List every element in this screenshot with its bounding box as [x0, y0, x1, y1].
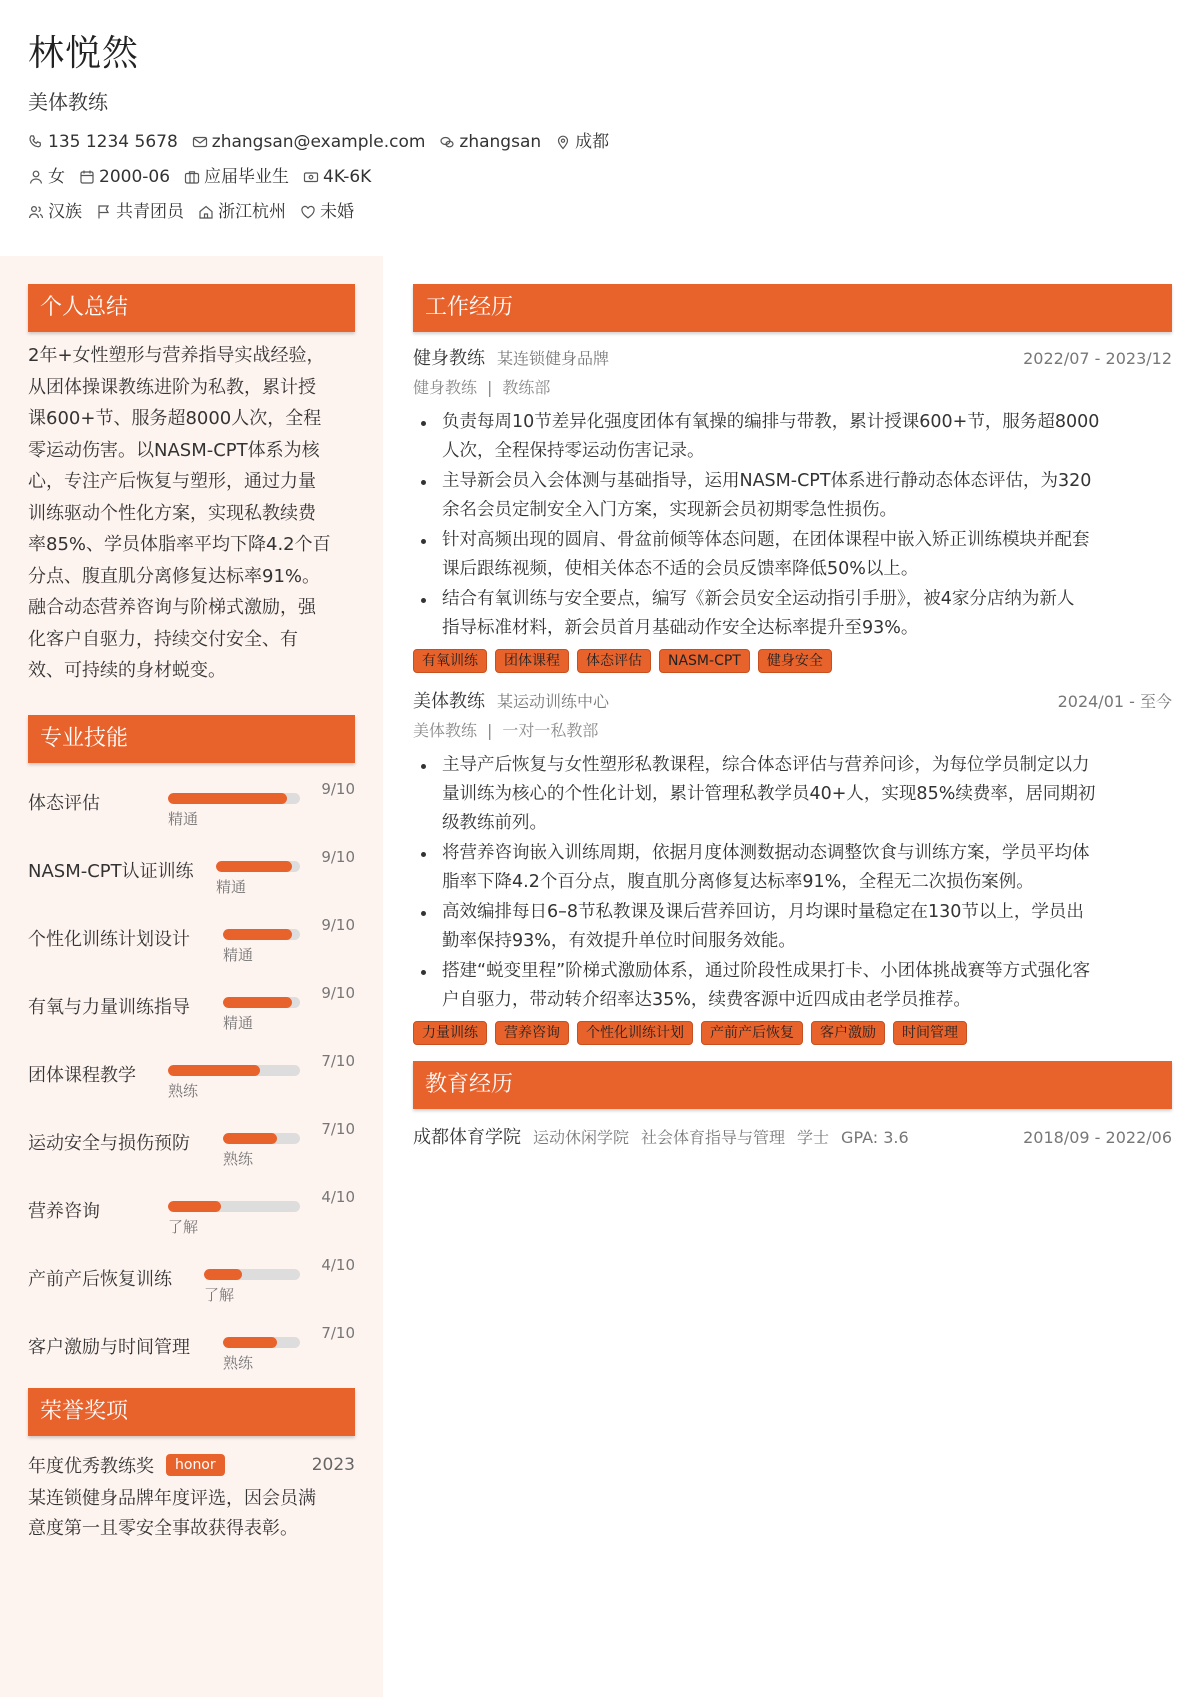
skill-item — [28, 771, 355, 839]
home-icon — [198, 204, 214, 220]
tag: 健身安全 — [758, 649, 832, 673]
summary-line: 课600+节、服务超8000人次，全程 — [28, 408, 322, 429]
summary-line: 融合动态营养咨询与阶梯式激励，强 — [28, 597, 316, 618]
bullet-item — [413, 751, 1172, 838]
skill-score: 9/10 — [321, 847, 355, 866]
resume-header — [28, 30, 1172, 224]
phone-icon — [28, 134, 44, 150]
money-icon — [303, 169, 319, 185]
bullet-line: 指导标准材料，新会员首月基础动作安全达标率提升至93%。 — [442, 618, 919, 638]
honor-row — [28, 1452, 355, 1478]
email-item — [192, 130, 426, 154]
bullet-item — [413, 467, 1172, 525]
briefcase-icon — [184, 169, 200, 185]
skill-level: 了解 — [168, 1217, 199, 1236]
skill-level: 熟练 — [223, 1353, 254, 1372]
skill-level: 熟练 — [168, 1081, 199, 1100]
summary-line: 分点、腹直肌分离修复达标率91%。 — [28, 565, 321, 587]
skill-name: NASM-CPT认证训练 — [28, 860, 194, 882]
candidate-name: 林悦然 — [28, 33, 140, 74]
skill-item — [28, 1111, 355, 1179]
skill-score: 7/10 — [321, 1051, 355, 1070]
bullet-line: 结合有氧训练与安全要点，编写《新会员安全运动指引手册》，被4家分店纳为新人 — [442, 589, 1075, 609]
bullet-line: 余名会员定制安全入门方案，实现新会员初期零急性损伤。 — [442, 500, 897, 520]
phone-text: 135 1234 5678 — [48, 132, 178, 152]
skill-name: 客户激励与时间管理 — [28, 1336, 190, 1358]
gender-text: 女 — [48, 167, 65, 187]
job-department: 一对一私教部 — [502, 721, 599, 740]
summary-section-title: 个人总结 — [28, 284, 355, 332]
bullet-line: 主导产后恢复与女性塑形私教课程，综合体态评估与营养问诊，为每位学员制定以力 — [442, 755, 1090, 775]
ethnicity-item — [28, 200, 82, 224]
skill-progress-bar — [216, 861, 300, 872]
bullet-line: 课后跟练视频，使相关体态不适的会员反馈率降低50%以上。 — [442, 559, 919, 579]
skill-progress-fill — [168, 1201, 221, 1212]
honors-section-title: 荣誉奖项 — [28, 1388, 355, 1436]
wechat-text: zhangsan — [459, 132, 542, 152]
skill-name: 团体课程教学 — [28, 1064, 136, 1086]
wechat-icon — [439, 134, 455, 150]
bullet-line: 户自驱力，带动转介绍率达35%，续费客源中近四成由老学员推荐。 — [442, 990, 971, 1010]
job-company: 某运动训练中心 — [497, 692, 610, 711]
bullet-item — [413, 585, 1172, 643]
skill-level: 了解 — [204, 1285, 235, 1304]
bullet-line: 脂率下降4.2个百分点，腹直肌分离修复达标率91%，全程无二次损伤案例。 — [442, 872, 1034, 892]
people-icon — [28, 204, 44, 220]
tag: 体态评估 — [577, 649, 651, 673]
skill-name: 运动安全与损伤预防 — [28, 1132, 190, 1154]
college-name: 运动休闲学院 — [533, 1128, 630, 1147]
work-entry — [413, 687, 1172, 1047]
skill-score: 7/10 — [321, 1323, 355, 1342]
job-position: 健身教练 — [413, 378, 478, 397]
person-icon — [28, 169, 44, 185]
summary-line: 从团体操课教练进阶为私教，累计授 — [28, 376, 316, 398]
skill-item — [28, 1315, 355, 1383]
skill-progress-fill — [223, 997, 292, 1008]
tag: 有氧训练 — [413, 649, 487, 673]
gender-item — [28, 165, 65, 189]
honor-description — [28, 1484, 355, 1544]
tag: 团体课程 — [495, 649, 569, 673]
bullet-line: 级教练前列。 — [442, 813, 547, 833]
ethnicity-text: 汉族 — [48, 202, 82, 222]
personal-info-row — [28, 165, 1172, 189]
skill-level: 精通 — [223, 1013, 254, 1032]
skill-score: 4/10 — [321, 1187, 355, 1206]
bullet-item — [413, 526, 1172, 584]
tag: NASM-CPT — [659, 649, 750, 673]
skills-list — [28, 771, 355, 1383]
tag: 产前产后恢复 — [701, 1021, 803, 1045]
skill-progress-bar — [168, 1201, 300, 1212]
job-role: 健身教练 — [413, 348, 485, 369]
job-department: 教练部 — [502, 378, 551, 397]
status-item — [184, 165, 289, 189]
summary-line: 零运动伤害。以NASM-CPT体系为核 — [28, 439, 320, 461]
job-subheader — [413, 719, 1172, 743]
target-position: 美体教练 — [28, 90, 108, 114]
skill-level: 熟练 — [223, 1149, 254, 1168]
skill-level: 精通 — [223, 945, 254, 964]
skill-name: 体态评估 — [28, 792, 100, 814]
skill-tags — [413, 1021, 1172, 1047]
bullet-line: 针对高频出现的圆肩、骨盆前倾等体态问题，在团体课程中嵌入矫正训练模块并配套 — [442, 530, 1090, 550]
honor-desc-line: 意度第一且零安全事故获得表彰。 — [28, 1517, 298, 1539]
skill-level: 精通 — [168, 809, 199, 828]
bullet-item — [413, 408, 1172, 466]
skill-progress-bar — [223, 1133, 300, 1144]
skill-progress-bar — [168, 793, 300, 804]
school-name: 成都体育学院 — [413, 1127, 521, 1148]
skill-item — [28, 1043, 355, 1111]
skill-score: 4/10 — [321, 1255, 355, 1274]
job-bullets — [413, 408, 1172, 643]
bullet-item — [413, 957, 1172, 1015]
work-entry — [413, 344, 1172, 675]
hometown-item — [198, 200, 286, 224]
background-info-row — [28, 200, 1172, 224]
email-text: zhangsan@example.com — [211, 132, 426, 152]
heart-icon — [300, 204, 316, 220]
summary-line: 效、可持续的身材蜕变。 — [28, 660, 226, 681]
tag: 客户激励 — [811, 1021, 885, 1045]
skill-name: 有氧与力量训练指导 — [28, 996, 190, 1018]
bullet-line: 高效编排每日6–8节私教课及课后营养回访，月均课时量稳定在130节以上，学员出 — [442, 902, 1084, 922]
job-date: 2022/07 - 2023/12 — [1023, 349, 1172, 368]
bullet-item — [413, 898, 1172, 956]
skill-score: 9/10 — [321, 983, 355, 1002]
skill-item — [28, 975, 355, 1043]
skill-progress-bar — [168, 1065, 300, 1076]
skill-progress-fill — [168, 1065, 260, 1076]
summary-line: 率85%、学员体脂率平均下降4.2个百 — [28, 534, 331, 555]
job-header — [413, 687, 1172, 715]
birth-text: 2000-06 — [99, 167, 171, 187]
major-name: 社会体育指导与管理 — [641, 1128, 786, 1147]
job-date: 2024/01 - 至今 — [1057, 692, 1172, 711]
skill-progress-fill — [216, 861, 292, 872]
phone-item — [28, 130, 178, 154]
bullet-line: 将营养咨询嵌入训练周期，依据月度体测数据动态调整饮食与训练方案，学员平均体 — [442, 843, 1090, 863]
skill-item — [28, 1247, 355, 1315]
summary-line: 训练驱动个性化方案，实现私教续费 — [28, 502, 316, 524]
flag-icon — [96, 204, 112, 220]
job-subheader — [413, 376, 1172, 400]
honor-title: 年度优秀教练奖 — [28, 1455, 154, 1477]
skill-score: 9/10 — [321, 779, 355, 798]
mail-icon — [192, 134, 208, 150]
honor-desc-line: 某连锁健身品牌年度评选，因会员满 — [28, 1487, 316, 1509]
skill-name: 个性化训练计划设计 — [28, 928, 190, 950]
skill-progress-bar — [204, 1269, 300, 1280]
political-text: 共青团员 — [116, 202, 184, 222]
gpa: GPA: 3.6 — [841, 1128, 909, 1147]
degree: 学士 — [797, 1128, 830, 1147]
political-item — [96, 200, 184, 224]
work-section-title: 工作经历 — [413, 284, 1172, 332]
location-pin-icon — [555, 134, 571, 150]
skill-progress-fill — [204, 1269, 242, 1280]
tag: 个性化训练计划 — [577, 1021, 693, 1045]
skill-name: 营养咨询 — [28, 1200, 100, 1222]
education-section-title: 教育经历 — [413, 1061, 1172, 1109]
bullet-line: 搭建“蜕变里程”阶梯式激励体系，通过阶段性成果打卡、小团体挑战赛等方式强化客 — [442, 961, 1091, 981]
skill-progress-bar — [223, 929, 300, 940]
calendar-icon — [79, 169, 95, 185]
education-date: 2018/09 - 2022/06 — [1023, 1128, 1172, 1147]
skill-progress-fill — [168, 793, 287, 804]
skill-score: 9/10 — [321, 915, 355, 934]
skill-item — [28, 839, 355, 907]
skill-score: 7/10 — [321, 1119, 355, 1138]
bullet-item — [413, 839, 1172, 897]
location-item — [555, 130, 609, 154]
skill-progress-fill — [223, 929, 292, 940]
skill-name: 产前产后恢复训练 — [28, 1268, 172, 1290]
bullet-line: 人次，全程保持零运动伤害记录。 — [442, 441, 705, 461]
skill-item — [28, 907, 355, 975]
bullet-line: 负责每周10节差异化强度团体有氧操的编排与带教，累计授课600+节，服务超8000 — [442, 412, 1100, 432]
tag: 力量训练 — [413, 1021, 487, 1045]
left-column — [28, 284, 355, 1544]
job-bullets — [413, 751, 1172, 1015]
skill-progress-bar — [223, 1337, 300, 1348]
skill-progress-fill — [223, 1337, 277, 1348]
tag: 营养咨询 — [495, 1021, 569, 1045]
honor-badge: honor — [166, 1454, 225, 1476]
skill-item — [28, 1179, 355, 1247]
honor-year: 2023 — [311, 1454, 355, 1475]
honor-item — [28, 1452, 355, 1544]
summary-text — [28, 340, 355, 687]
skill-progress-bar — [223, 997, 300, 1008]
summary-line: 心，专注产后恢复与塑形，通过力量 — [28, 471, 316, 492]
separator: | — [487, 378, 493, 397]
contact-row — [28, 130, 1172, 154]
right-column — [413, 284, 1172, 1149]
education-entry — [413, 1123, 1172, 1149]
bullet-line: 勤率保持93%，有效提升单位时间服务效能。 — [442, 931, 796, 951]
bullet-line: 主导新会员入会体测与基础指导，运用NASM-CPT体系进行静动态体态评估，为320 — [442, 471, 1092, 491]
job-role: 美体教练 — [413, 691, 485, 712]
skills-section-title: 专业技能 — [28, 715, 355, 763]
status-text: 应届毕业生 — [204, 167, 290, 187]
skill-tags — [413, 649, 1172, 675]
tag: 时间管理 — [893, 1021, 967, 1045]
skill-level: 精通 — [216, 877, 247, 896]
location-text: 成都 — [575, 132, 610, 152]
job-company: 某连锁健身品牌 — [497, 349, 610, 368]
job-header — [413, 344, 1172, 372]
marital-text: 未婚 — [320, 202, 354, 222]
summary-line: 化客户自驱力，持续交付安全、有 — [28, 628, 298, 650]
hometown-text: 浙江杭州 — [218, 202, 286, 222]
marital-item — [300, 200, 354, 224]
summary-line: 2年+女性塑形与营养指导实战经验， — [28, 345, 325, 366]
wechat-item — [439, 130, 541, 154]
separator: | — [487, 721, 493, 740]
bullet-line: 量训练为核心的个性化计划，累计管理私教学员40+人，实现85%续费率，居同期初 — [442, 784, 1096, 804]
birth-item — [79, 165, 170, 189]
job-position: 美体教练 — [413, 721, 478, 740]
salary-item — [303, 165, 371, 189]
salary-text: 4K-6K — [323, 167, 372, 187]
skill-progress-fill — [223, 1133, 277, 1144]
